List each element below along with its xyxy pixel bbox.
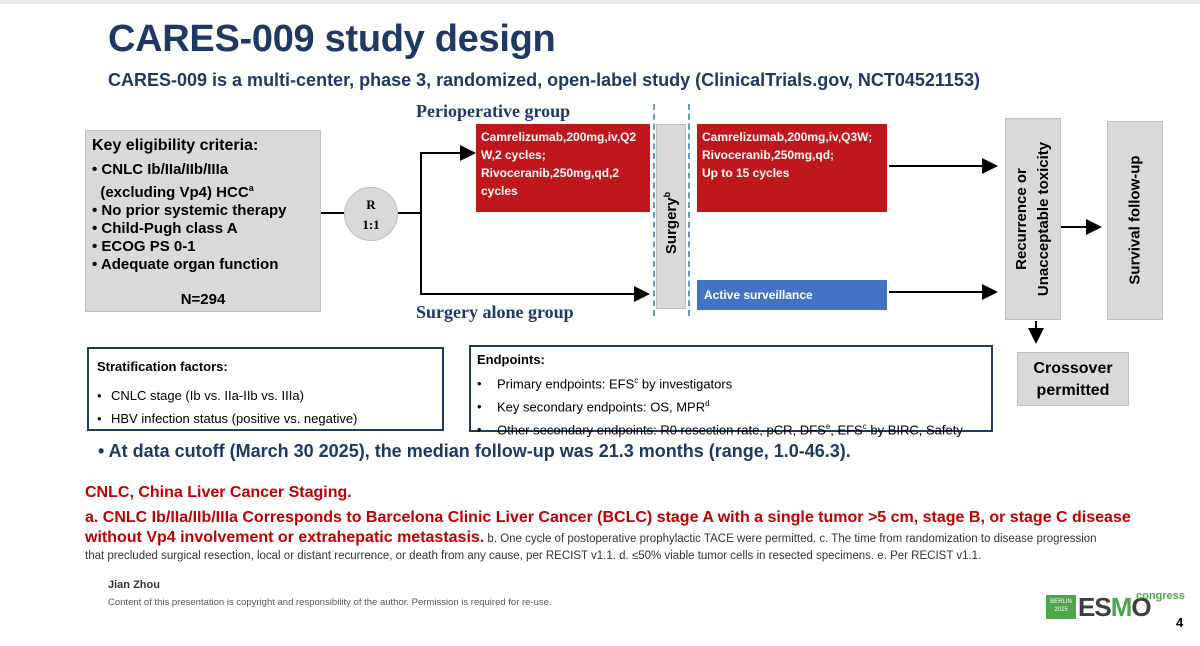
stratification-title: Stratification factors: [97,359,228,374]
active-surveillance-box: Active surveillance [697,280,887,310]
randomization-label: R [366,197,376,212]
arrow-to-periop [421,153,474,213]
adjuvant-line: Rivoceranib,250mg,qd; [702,148,835,162]
surgery-divider-left [653,104,655,316]
surgery-divider-right [688,104,690,316]
survival-followup-box [1107,121,1163,320]
recurrence-box [1005,118,1061,320]
endpoints-title: Endpoints: [477,352,545,367]
neoadjuvant-box [476,124,650,212]
randomization-ratio: 1:1 [362,217,380,232]
randomization-circle [344,187,398,241]
crossover-line: Crossover [1033,360,1113,377]
stratification-item: • HBV infection status (positive vs. negative) [97,411,358,426]
neoadjuvant-line: Camrelizumab,200mg,iv,Q2 [481,130,637,144]
eligibility-title: Key eligibility criteria: [92,137,259,154]
page-title: CARES-009 study design [108,18,556,60]
endpoint-other: • Other secondary endpoints: R0 resection rate, pCR, DFS$^e$, EFS$^c$ by BIRC, Safety [477,421,963,437]
eligibility-item: • ECOG PS 0-1 [92,238,196,255]
endpoints-box [469,345,993,437]
neoadjuvant-line: W,2 cycles; [481,148,546,162]
eligibility-item: • CNLC Ib/IIa/IIb/IIIa [92,161,229,178]
stratification-box [87,347,444,431]
surgery-alone-group-label: Surgery alone group [416,302,574,322]
survival-followup-label: Survival follow-up [1126,155,1144,285]
data-cutoff-note: • At data cutoff (March 30 2025), the median follow-up was 21.3 months (range, 1.0-46.3). [98,441,851,461]
neoadjuvant-line: Rivoceranib,250mg,qd,2 [481,166,620,180]
eligibility-item: • Child-Pugh class A [92,220,238,237]
copyright-notice: Content of this presentation is copyright and responsibility of the author. Permission is required for re-use. [108,597,552,608]
eligibility-item: • No prior systemic therapy [92,202,287,219]
esmo-congress-logo [1046,590,1185,622]
page-subtitle: CARES-009 is a multi-center, phase 3, randomized, open-label study (ClinicalTrials.gov, NCT04521153) [108,70,980,90]
endpoint-secondary: • Key secondary endpoints: OS, MPR$^d$ [477,398,710,415]
author-name: Jian Zhou [108,579,160,591]
esmo-wordmark: ESMO [1078,592,1151,622]
stratification-list [97,384,357,430]
arrow-to-surgery-alone [421,213,648,294]
sample-size: N=294 [180,291,226,308]
stratification-item: • CNLC stage (Ib vs. IIa-IIb vs. IIIa) [97,388,304,403]
surgery-box [656,124,686,309]
perioperative-group-label: Perioperative group [416,101,571,121]
endpoints-list [477,371,963,439]
adjuvant-box [697,124,887,212]
eligibility-item: • Adequate organ function [92,256,279,273]
footnote-a: a. CNLC Ib/IIa/IIb/IIIa Corresponds to Barcelona Clinic Liver Cancer (BCLC) stage A with a single tumor >5 cm, stage B, or stage C disease without Vp4 involvement or extrahepatic metastasis. b. One cycle of postoperative prophylactic TACE were permitted. c. The time from randomization to disease progression [85,509,1131,546]
eligibility-box [85,130,321,312]
page-number: 4 [1176,615,1184,630]
footnote-cnlc: CNLC, China Liver Cancer Staging. [85,484,352,501]
neoadjuvant-line: cycles [481,184,518,198]
surgery-label: Surgery$^b$ [662,191,680,255]
berlin-badge: BERLIN 2025 [1046,595,1076,619]
eligibility-list [92,161,286,274]
congress-label: congress [1136,590,1185,602]
eligibility-item: (excluding Vp4) HCC$^a$ [92,183,254,201]
crossover-line: permitted [1036,382,1110,399]
crossover-box [1017,352,1129,406]
recurrence-label: Recurrence or Unacceptable toxicity [1013,141,1052,297]
adjuvant-line: Up to 15 cycles [702,166,790,180]
adjuvant-line: Camrelizumab,200mg,iv,Q3W; [702,130,873,144]
endpoint-primary: • Primary endpoints: EFS$^c$ by investigators [477,376,733,392]
footnote-c-d-e: that precluded surgical resection, local or distant recurrence, or death from any cause, per RECIST v1.1. d. ≤50% viable tumor cells in resected specimens. e. Per RECIST v1.1. [85,550,982,562]
